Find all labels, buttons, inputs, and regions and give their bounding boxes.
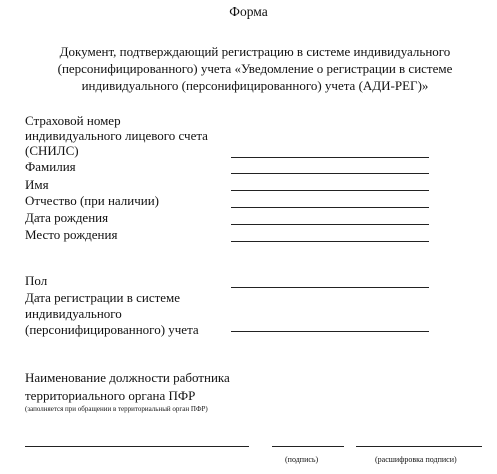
position-label-line-2: территориального органа ПФР [25, 388, 196, 403]
registration-date-field-line[interactable] [231, 331, 429, 332]
surname-label: Фамилия [25, 159, 76, 174]
position-note: (заполняется при обращении в территориальный орган ПФР) [25, 405, 208, 413]
registration-date-label-line-3: (персонифицированного) учета [25, 322, 199, 337]
patronymic-label: Отчество (при наличии) [25, 193, 160, 208]
registration-date-label-line-2: индивидуального [25, 306, 122, 321]
snils-field-line[interactable] [231, 157, 429, 158]
snils-label-line-1: Страховой номер [25, 113, 121, 128]
birth-place-field-line[interactable] [231, 241, 429, 242]
signature-decode-caption: (расшифровка подписи) [375, 455, 457, 464]
heading-line-2: (персонифицированного) учета «Уведомление о регистрации в системе [57, 61, 453, 76]
name-field-line[interactable] [231, 190, 429, 191]
patronymic-field-line[interactable] [231, 207, 429, 208]
position-label-line-1: Наименование должности работника [25, 370, 230, 385]
registration-date-label-line-1: Дата регистрации в системе [25, 290, 181, 305]
sex-label: Пол [25, 273, 48, 288]
birth-date-field-line[interactable] [231, 224, 429, 225]
surname-field-line[interactable] [231, 173, 429, 174]
birth-place-label: Место рождения [25, 227, 118, 242]
position-field-line[interactable] [25, 446, 249, 447]
sex-field-line[interactable] [231, 287, 429, 288]
heading-line-3: индивидуального (персонифицированного) учета (АДИ-РЕГ)» [81, 78, 429, 93]
snils-label-line-2: индивидуального лицевого счета [25, 128, 208, 143]
snils-label-line-3: (СНИЛС) [25, 143, 79, 158]
signature-caption: (подпись) [285, 455, 319, 464]
form-title: Форма [229, 4, 268, 19]
signature-field-line[interactable] [272, 446, 344, 447]
heading-line-1: Документ, подтверждающий регистрацию в системе индивидуального [59, 44, 451, 59]
birth-date-label: Дата рождения [25, 210, 109, 225]
name-label: Имя [25, 177, 49, 192]
signature-decode-field-line[interactable] [356, 446, 482, 447]
